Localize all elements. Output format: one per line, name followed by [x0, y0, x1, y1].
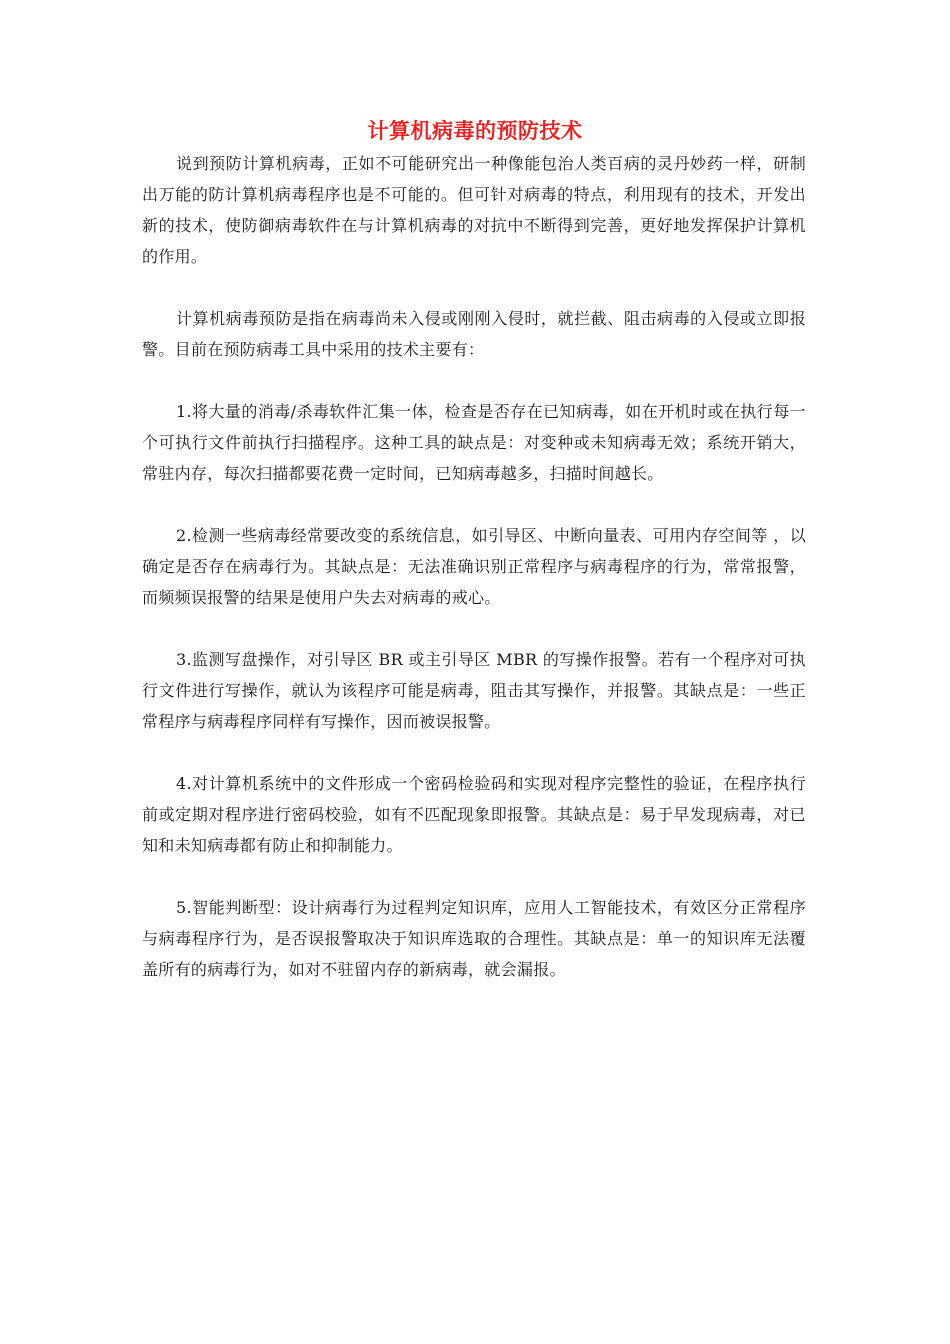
technique-2-paragraph: 2.检测一些病毒经常要改变的系统信息，如引导区、中断向量表、可用内存空间等 ，以确定是否存在病毒行为。其缺点是：无法准确识别正常程序与病毒程序的行为，常常报警，而频频误报警的结果是使用户失去对病毒的戒心。: [142, 526, 806, 607]
technique-3-paragraph: 3.监测写盘操作，对引导区 BR 或主引导区 MBR 的写操作报警。若有一个程序对可执行文件进行写操作，就认为该程序可能是病毒，阻击其写操作，并报警。其缺点是：一些正常程序与病毒程序同样有写操作，因而被误报警。: [142, 650, 806, 731]
technique-4-paragraph: 4.对计算机系统中的文件形成一个密码检验码和实现对程序完整性的验证，在程序执行前或定期对程序进行密码校验，如有不匹配现象即报警。其缺点是：易于早发现病毒，对已知和未知病毒都有防止和抑制能力。: [142, 774, 806, 855]
document-body: [142, 148, 806, 1016]
intro-paragraph: 说到预防计算机病毒，正如不可能研究出一种像能包治人类百病的灵丹妙药一样，研制出万能的防计算机病毒程序也是不可能的。但可针对病毒的特点，利用现有的技术，开发出新的技术，使防御病毒软件在与计算机病毒的对抗中不断得到完善，更好地发挥保护计算机的作用。: [142, 154, 806, 266]
technique-1-paragraph: 1.将大量的消毒/杀毒软件汇集一体，检查是否存在已知病毒，如在开机时或在执行每一个可执行文件前执行扫描程序。这种工具的缺点是：对变种或未知病毒无效；系统开销大，常驻内存，每次扫描都要花费一定时间，已知病毒越多，扫描时间越长。: [142, 402, 806, 483]
technique-5-paragraph: 5.智能判断型：设计病毒行为过程判定知识库，应用人工智能技术，有效区分正常程序与病毒程序行为，是否误报警取决于知识库选取的合理性。其缺点是：单一的知识库无法覆盖所有的病毒行为，如对不驻留内存的新病毒，就会漏报。: [142, 898, 806, 979]
definition-paragraph: 计算机病毒预防是指在病毒尚未入侵或刚刚入侵时，就拦截、阻击病毒的入侵或立即报警。目前在预防病毒工具中采用的技术主要有：: [142, 309, 806, 359]
document-title: 计算机病毒的预防技术: [367, 119, 583, 143]
